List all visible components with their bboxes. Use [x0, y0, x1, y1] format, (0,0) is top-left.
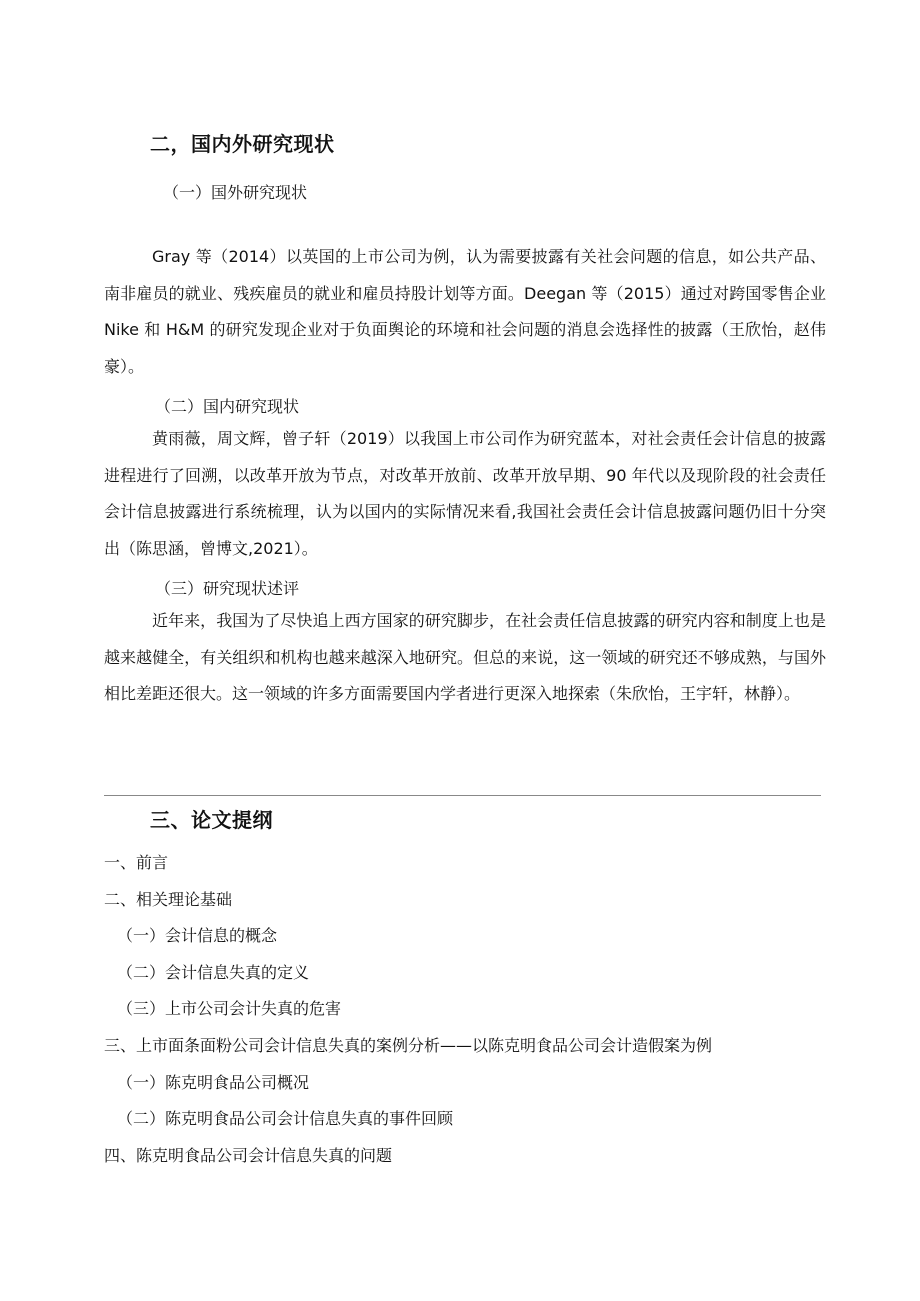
- subheading-foreign-research: （一）国外研究现状: [163, 183, 308, 202]
- paragraph-domestic-research: 黄雨薇，周文辉，曾子轩（2019）以我国上市公司作为研究蓝本，对社会责任会计信息的披露进程进行了回溯，以改革开放为节点，对改革开放前、改革开放早期、90 年代以及现阶段的社会责任会计信息披露进行系统梳理，认为以国内的实际情况来看,我国社会责任会计信息披露问题仍旧十分突出（陈思涵，曾博文,2021）。: [104, 429, 826, 558]
- outline-item: 一、前言: [104, 853, 169, 872]
- paragraph-research-review: 近年来，我国为了尽快追上西方国家的研究脚步，在社会责任信息披露的研究内容和制度上也是越来越健全，有关组织和机构也越来越深入地研究。但总的来说，这一领域的研究还不够成熟，与国外相比差距还很大。这一领域的许多方面需要国内学者进行更深入地探索（朱欣怡，王宇轩，林静）。: [104, 611, 826, 703]
- section-heading-research-status: 二，国内外研究现状: [150, 132, 335, 156]
- outline-item: 四、陈克明食品公司会计信息失真的问题: [104, 1146, 393, 1165]
- outline-item: （二）陈克明食品公司会计信息失真的事件回顾: [117, 1109, 454, 1128]
- outline-item: （三）上市公司会计失真的危害: [117, 999, 342, 1018]
- outline-item: 三、上市面条面粉公司会计信息失真的案例分析——以陈克明食品公司会计造假案为例: [104, 1036, 713, 1055]
- outline-item: （一）陈克明食品公司概况: [117, 1073, 310, 1092]
- subheading-research-review: （三）研究现状述评: [155, 579, 300, 598]
- subheading-domestic-research: （二）国内研究现状: [155, 397, 300, 416]
- section-heading-outline: 三、论文提纲: [150, 808, 273, 832]
- section-divider: [104, 795, 821, 796]
- outline-item: （一）会计信息的概念: [117, 926, 278, 945]
- paragraph-foreign-research: Gray 等（2014）以英国的上市公司为例，认为需要披露有关社会问题的信息，如公共产品、南非雇员的就业、残疾雇员的就业和雇员持股计划等方面。Deegan 等（2015）通过对跨国零售企业 Nike 和 H&M 的研究发现企业对于负面舆论的环境和社会问题的消息会选择性的披露（王欣怡，赵伟豪）。: [104, 247, 826, 376]
- outline-item: （二）会计信息失真的定义: [117, 963, 310, 982]
- outline-item: 二、相关理论基础: [104, 890, 233, 909]
